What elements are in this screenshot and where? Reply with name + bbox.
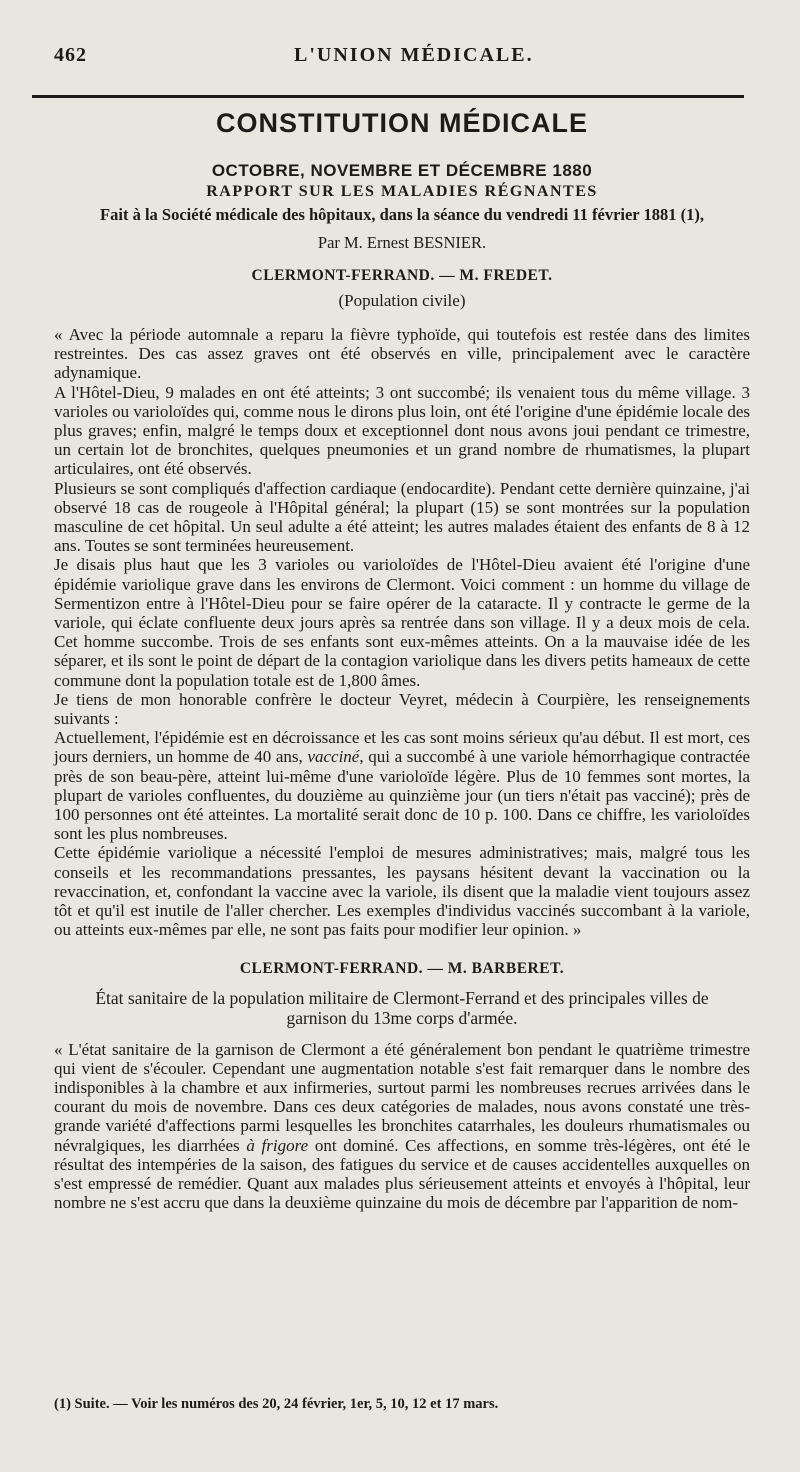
text-run: , qui a succombé à une variole hémorrhagique contractée près de son beau-père, atteint lui-même d'une varioloïde légère. Plus de 10 femmes sont mortes, la plupart de varioles confluentes, du douzième au quinzième jour (un tiers n'était pas vacciné); près de 100 personnes ont été atteintes. La mortalité serait donc de 10 p. 100. Dans ce chiffre, les varioloïdes sont les plus nombreuses. [54,747,750,844]
article-title: CONSTITUTION MÉDICALE [216,108,588,138]
paragraph: Cette épidémie variolique a nécessité l'emploi de mesures administratives; mais, malgré tous les conseils et les recommandations pressantes, les paysans hésitent devant la vaccination ou la revaccination, et, confondant la vaccine avec la variole, ils disent que la maladie vient toujours assez tôt et qu'il est inutile de l'aller chercher. Les exemples d'individus vaccinés succombant à la variole, ou atteints eux-mêmes par elle, ne sont pas faits pour modifier leur opinion. » [54,843,750,940]
section2-body [54,1040,750,1213]
paragraph: Je disais plus haut que les 3 varioles ou varioloïdes de l'Hôtel-Dieu avaient été l'origine d'une épidémie variolique grave dans les environs de Clermont. Voici comment : un homme du village de Sermentizon entre à l'Hôtel-Dieu pour se faire opérer de la cataracte. Il y contracte le germe de la variole, qui éclate confluente deux jours après sa rentrée dans son village. Il y a deux mois de cela. Cet homme succombe. Trois de ses enfants sont eux-mêmes atteints. On a la mauvaise idée de les séparer, et ils sont le point de départ de la contagion variolique dans les divers petits hameaux de cette commune dont la population totale est de 1,800 âmes. [54,555,750,690]
section1-body [54,325,750,940]
header-rule [32,95,744,98]
date-line: OCTOBRE, NOVEMBRE ET DÉCEMBRE 1880 [211,161,593,180]
paragraph: Je tiens de mon honorable confrère le docteur Veyret, médecin à Courpière, les renseignements suivants : [54,689,750,729]
presented-line: Fait à la Société médicale des hôpitaux, dans la séance du vendredi 11 février 1881 (1), [100,205,704,224]
text-run: « L'état sanitaire de la garnison de Clermont a été généralement bon pendant le quatrième trimestre qui vient de s'écouler. Cependant une augmentation notable s'est fait remarquer dans le nombre des indisponibles à la chambre et aux infirmeries, surtout parmi les nombreuses recrues arrivées dans le courant du mois de novembre. Dans ces deux catégories de malades, nous avons constaté une très-grande variété d'affections parmi lesquelles les bronchites catarrhales, les douleurs rhumatismales ou névralgiques, les diarrhées [54,1039,750,1155]
paragraph: « Avec la période automnale a reparu la fièvre typhoïde, qui toutefois est restée dans des limites restreintes. Des cas assez graves ont été observés en ville, principalement avec le caractère adynamique. [54,325,750,383]
author-line: Par M. Ernest BESNIER. [317,233,487,252]
section1-subheading: (Population civile) [338,291,466,310]
running-head [54,44,750,67]
paragraph [54,728,750,843]
text-run: ont dominé. Ces affections, en somme très-légères, ont été le résultat des intempéries de la saison, des fatigues du service et de causes accidentelles auxquelles on s'est empressé de remédier. Quant aux malades plus sérieusement atteints et envoyés à l'hôpital, leur nombre ne s'est accru que dans la deuxième quinzaine du mois de décembre par l'apparition de nom- [54,1135,750,1213]
paragraph [54,1040,750,1213]
section2-title [54,988,750,1028]
report-line: RAPPORT SUR LES MALADIES RÉGNANTES [206,183,598,200]
italic-run: à frigore [246,1135,309,1155]
footnote: (1) Suite. — Voir les numéros des 20, 24 février, 1er, 5, 10, 12 et 17 mars. [54,1396,499,1412]
section2-title-line: État sanitaire de la population militaire de Clermont-Ferrand et des principales villes de [95,987,709,1008]
journal-title: L'UNION MÉDICALE. [294,44,534,66]
italic-run: vacciné [307,747,360,767]
paragraph: Plusieurs se sont compliqués d'affection cardiaque (endocardite). Pendant cette dernière quinzaine, j'ai observé 18 cas de rougeole à l'Hôpital général; la plupart (15) se sont montrées sur la population masculine de cet hôpital. Un seul adulte a été atteint; les autres malades étaient des enfants de 8 à 12 ans. Toutes se sont terminées heureusement. [54,478,750,556]
section1-heading: CLERMONT-FERRAND. — M. FREDET. [251,267,553,284]
section2-title-line: garnison du 13me corps d'armée. [286,1007,518,1028]
page-number: 462 [54,44,87,66]
section2-heading: CLERMONT-FERRAND. — M. BARBERET. [239,959,565,977]
text-run: Actuellement, l'épidémie est en décroissance et les cas sont moins sérieux qu'au début. Il est mort, ces jours derniers, un homme de 40 ans, [54,728,750,767]
paragraph: A l'Hôtel-Dieu, 9 malades en ont été atteints; 3 ont succombé; ils venaient tous du même village. 3 varioles ou varioloïdes qui, comme nous le dirons plus loin, ont été l'origine d'une épidémie locale des plus graves; enfin, malgré le temps doux et exceptionnel dont nous avons joui pendant ce trimestre, un certain lot de bronchites, quelques pneumonies et un grand nombre de rhumatismes, la plupart articulaires, ont été observés. [54,382,750,479]
